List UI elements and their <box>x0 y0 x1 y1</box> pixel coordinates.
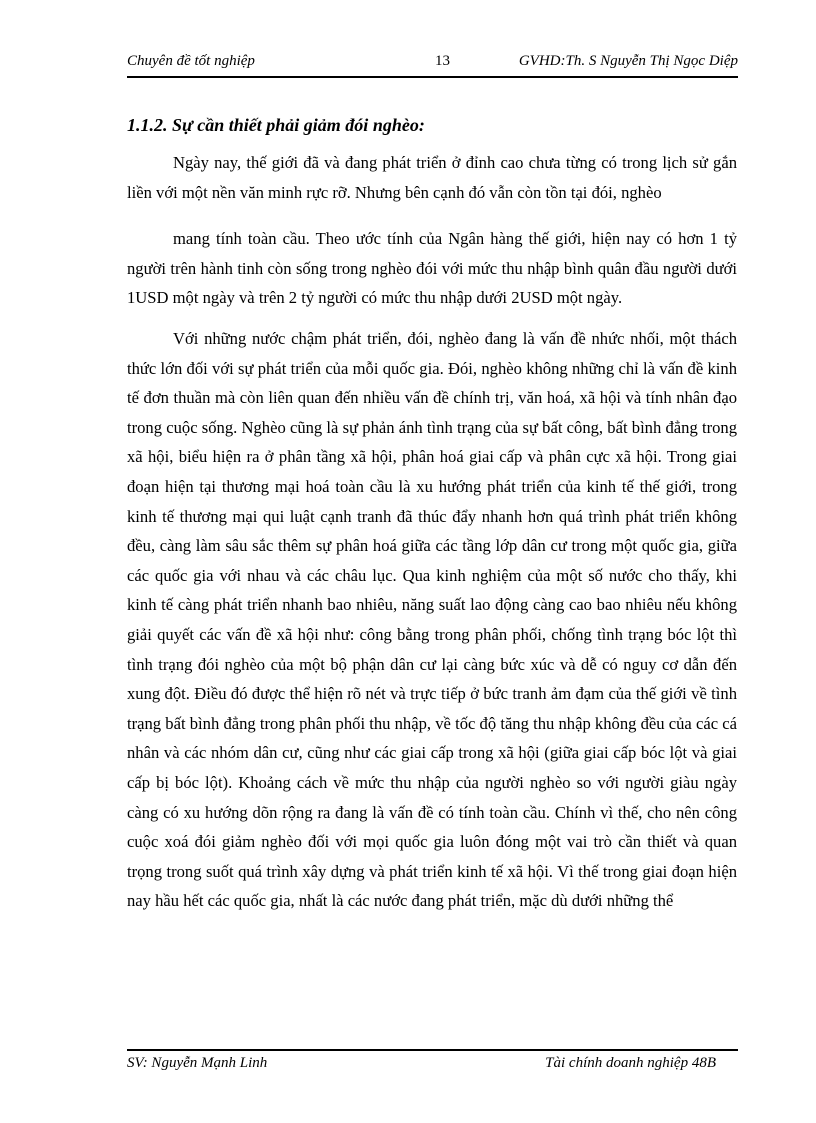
page-number: 13 <box>435 53 450 69</box>
paragraph-developing-countries: Với những nước chậm phát triển, đói, nghèo đang là vấn đề nhức nhối, một thách thức lớn đối với sự phát triển của mỗi quốc gia. Đói, nghèo không những chỉ là vấn đề kinh tế đơn thuần mà còn liên quan đến nhiều vấn đề chính trị, văn hoá, xã hội và tính nhân đạo trong cuộc sống. Nghèo cũng là sự phản ánh tình trạng của sự bất công, bất bình đẳng trong xã hội, biểu hiện ra ở phân tầng xã hội, phân hoá giai cấp và phân cực xã hội. Trong giai đoạn hiện tại thương mại hoá toàn cầu là xu hướng phát triển của kinh tế thế giới, trong kinh tế thương mại qui luật cạnh tranh đã thúc đẩy nhanh hơn quá trình phát triển không đều, càng làm sâu sắc thêm sự phân hoá giữa các tầng lớp dân cư trong một quốc gia, giữa các quốc gia với nhau và các châu lục. Qua kinh nghiệm của một số nước cho thấy, khi kinh tế càng phát triển nhanh bao nhiêu, năng suất lao động càng cao bao nhiêu nếu không giải quyết các vấn đề xã hội như: công bằng trong phân phối, chống tình trạng bóc lột thì tình trạng đói nghèo của một bộ phận dân cư lại càng bức xúc và dễ có nguy cơ dẫn đến xung đột. Điều đó được thể hiện rõ nét và trực tiếp ở bức tranh ảm đạm của thế giới về tình trạng bất bình đẳng trong phân phối thu nhập, về tốc độ tăng thu nhập không đều của các cá nhân và các nhóm dân cư, cũng như các giai cấp trong xã hội (giữa giai cấp bóc lột và giai cấp bị bóc lột). Khoảng cách về mức thu nhập của người nghèo so với người giàu ngày càng có xu hướng dõn rộng ra đang là vấn đề có tính toàn cầu. Chính vì thế, cho nên công cuộc xoá đói giảm nghèo đối với mọi quốc gia luôn đóng một vai trò cần thiết và quan trọng trong suốt quá trình xây dựng và phát triển kinh tế xã hội. Vì thế trong giai đoạn hiện nay hầu hết các quốc gia, nhất là các nước đang phát triển, mặc dù dưới những thể <box>127 329 737 911</box>
header-supervisor: GVHD:Th. S Nguyễn Thị Ngọc Diệp <box>518 53 738 69</box>
page-header <box>127 50 738 78</box>
header-document-type: Chuyên đề tốt nghiệp <box>127 53 255 69</box>
paragraph-poverty-stats: mang tính toàn cầu. Theo ước tính của Ngân hàng thế giới, hiện nay có hơn 1 tỷ người trên hành tinh còn sống trong nghèo đói với mức thu nhập bình quân đầu người dưới 1USD một ngày và trên 2 tỷ người có mức thu nhập dưới 2USD một ngày. <box>127 229 737 308</box>
footer-student: SV: Nguyễn Mạnh Linh <box>127 1055 268 1071</box>
footer-class: Tài chính doanh nghiệp 48B <box>545 1055 716 1071</box>
section-title: 1.1.2. Sự cần thiết phải giảm đói nghèo: <box>127 115 425 135</box>
footer-divider <box>127 1049 738 1051</box>
paragraph-intro: Ngày nay, thế giới đã và đang phát triển ở đỉnh cao chưa từng có trong lịch sử gắn liền với một nền văn minh rực rỡ. Nhưng bên cạnh đó vẫn còn tồn tại đói, nghèo <box>127 153 737 202</box>
